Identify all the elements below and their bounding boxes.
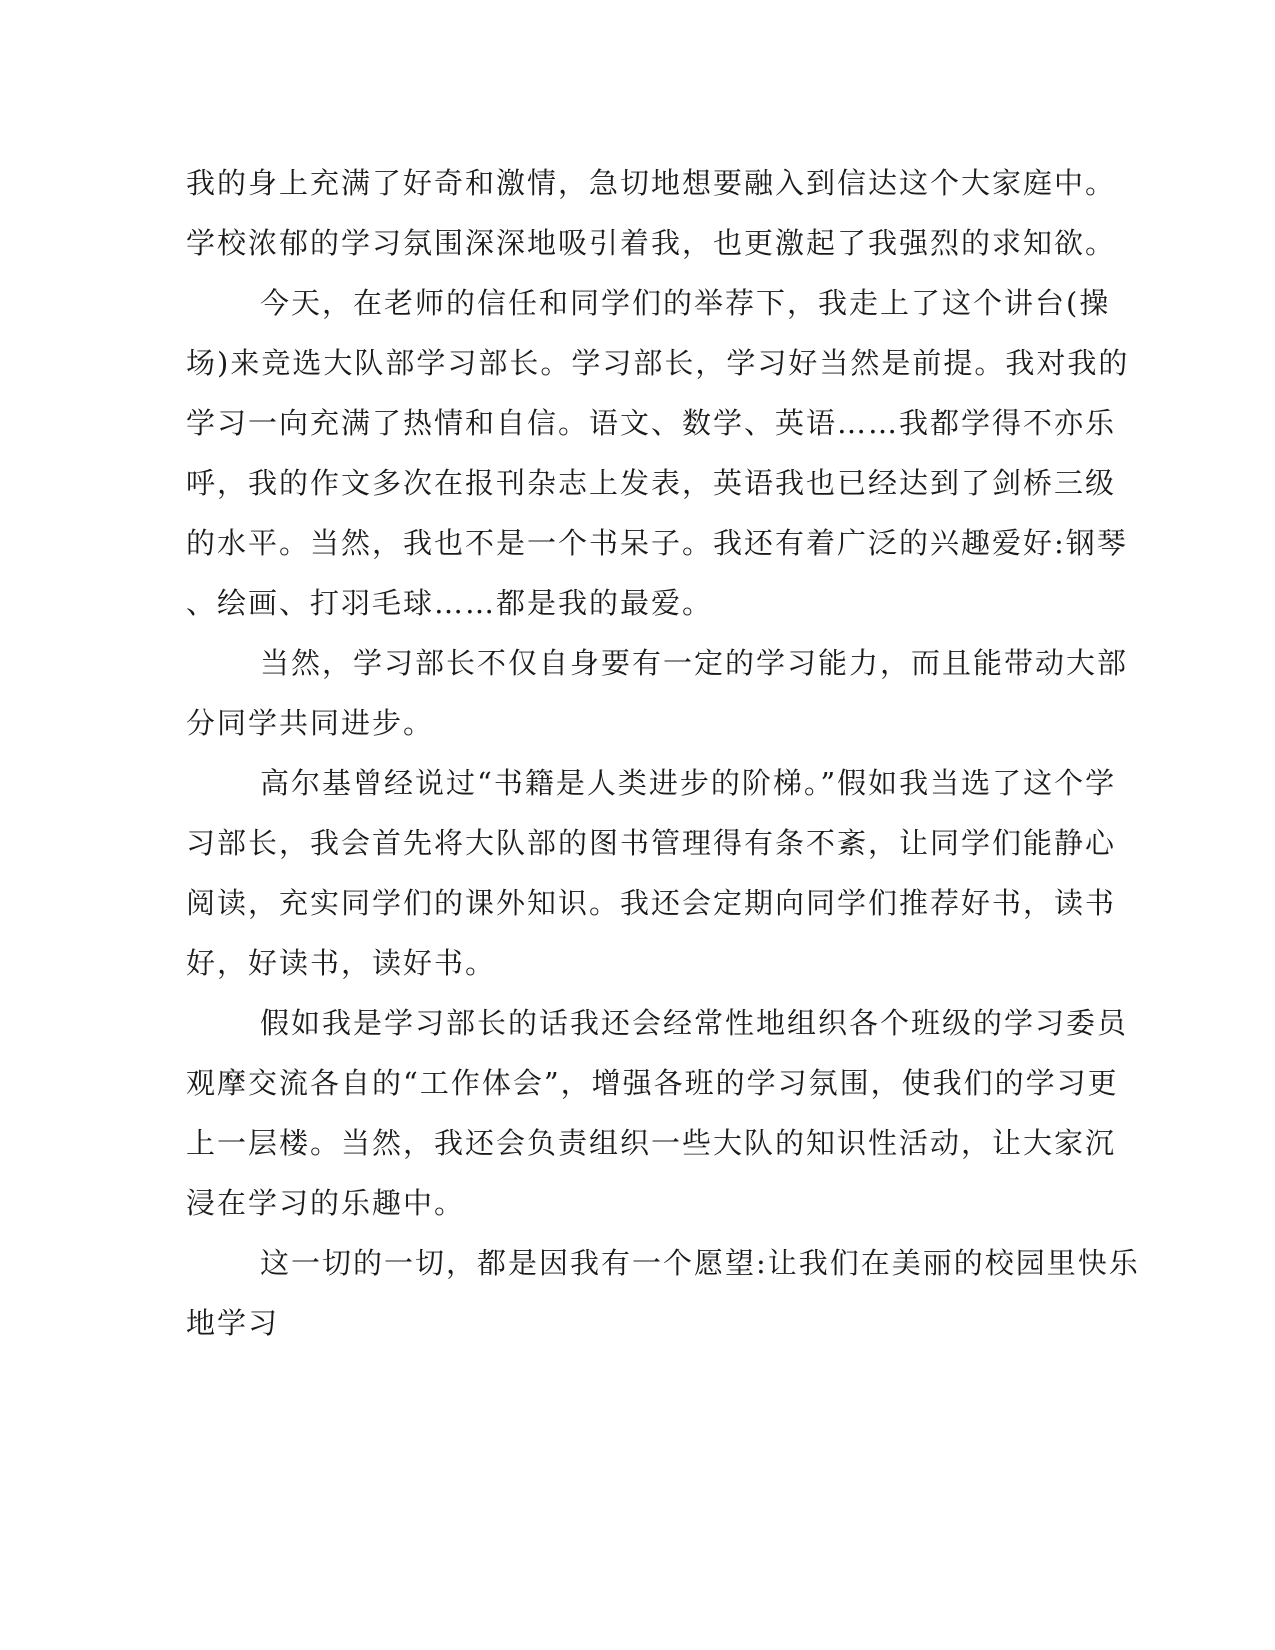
text-line: 、绘画、打羽毛球……都是我的最爱。: [186, 586, 714, 620]
text-line: 的水平。当然，我也不是一个书呆子。我还有着广泛的兴趣爱好:钢琴: [186, 526, 1128, 560]
text-line: 浸在学习的乐趣中。: [186, 1186, 466, 1220]
paragraph-6: [186, 1233, 1140, 1353]
text-line: 分同学共同进步。: [186, 706, 435, 740]
text-line: 呼，我的作文多次在报刊杂志上发表，英语我也已经达到了剑桥三级: [186, 466, 1117, 500]
document-body: [186, 153, 1140, 1353]
text-line: 学习一向充满了热情和自信。语文、数学、英语……我都学得不亦乐: [186, 406, 1117, 440]
paragraph-3: [186, 633, 1129, 753]
paragraph-2: [186, 273, 1130, 633]
paragraph-4: [186, 753, 1117, 993]
paragraph-5: [186, 993, 1129, 1233]
text-line: 今天，在老师的信任和同学们的举荐下，我走上了这个讲台(操: [260, 286, 1111, 320]
text-line: 当然，学习部长不仅自身要有一定的学习能力，而且能带动大部: [260, 646, 1129, 680]
text-line: 地学习: [186, 1306, 280, 1340]
text-line: 观摩交流各自的“工作体会”，增强各班的学习氛围，使我们的学习更: [186, 1066, 1119, 1100]
text-line: 这一切的一切，都是因我有一个愿望:让我们在美丽的校园里快乐: [260, 1246, 1140, 1280]
text-line: 上一层楼。当然，我还会负责组织一些大队的知识性活动，让大家沉: [186, 1126, 1117, 1160]
text-line: 阅读，充实同学们的课外知识。我还会定期向同学们推荐好书，读书: [186, 886, 1117, 920]
text-line: 假如我是学习部长的话我还会经常性地组织各个班级的学习委员: [260, 1006, 1129, 1040]
text-line: 学校浓郁的学习氛围深深地吸引着我，也更激起了我强烈的求知欲。: [186, 226, 1117, 260]
text-line: 高尔基曾经说过“书籍是人类进步的阶梯。”假如我当选了这个学: [260, 766, 1117, 800]
text-line: 我的身上充满了好奇和激情，急切地想要融入到信达这个大家庭中。: [186, 166, 1117, 200]
text-line: 好，好读书，读好书。: [186, 946, 497, 980]
text-line: 场)来竞选大队部学习部长。学习部长，学习好当然是前提。我对我的: [186, 346, 1130, 380]
text-line: 习部长，我会首先将大队部的图书管理得有条不紊，让同学们能静心: [186, 826, 1117, 860]
paragraph-1: [186, 153, 1117, 273]
